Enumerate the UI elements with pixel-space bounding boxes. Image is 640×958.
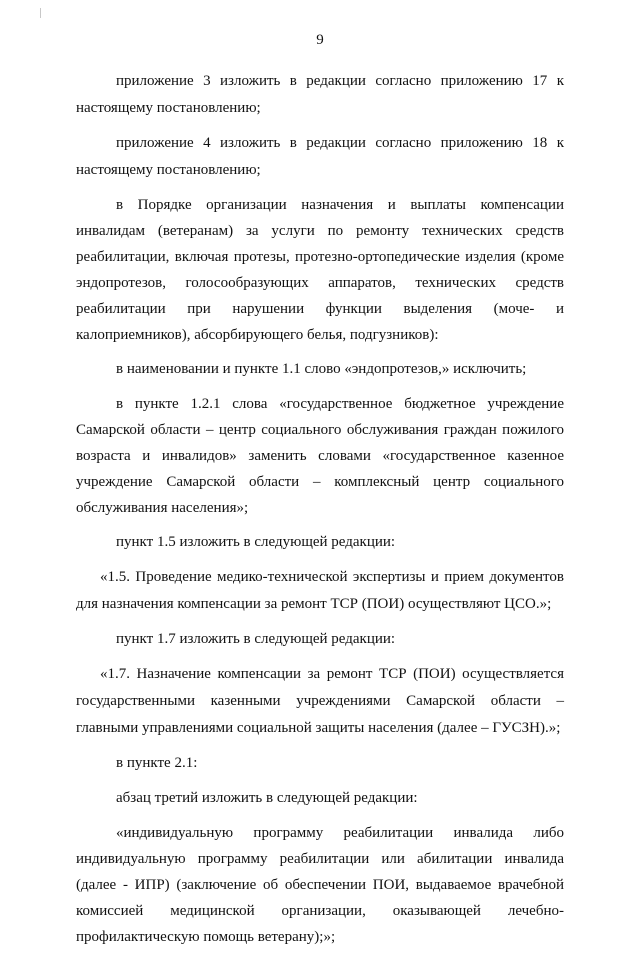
paragraph-procedure-intro: в Порядке организации назначения и выплаты компенсации инвалидам (ветеранам) за услуги по ремонту технических средств реабилитации, включая протезы, протезно-ортопедические изделия (кроме эндопротезов, голосообразующих аппаратов, технических средств реабилитации при нарушении функции выделения (моче- и калоприемников), абсорбирующего белья, подгузников): bbox=[76, 197, 564, 343]
paragraph-item-1-7-text: «1.7. Назначение компенсации за ремонт ТСР (ПОИ) осуществляется государственными казенными учреждениями Самарской области – главными управлениями социальной защиты населения (далее – ГУСЗН).»; bbox=[76, 666, 564, 736]
paragraph-item-1-2-1: в пункте 1.2.1 слова «государственное бюджетное учреждение Самарской области – центр социального обслуживания граждан пожилого возраста и инвалидов» заменить словами «государственное казенное учреждение Самарской области – комплексный центр социального обслуживания населения»; bbox=[76, 396, 564, 516]
paragraph-item-1-7-intro: пункт 1.7 изложить в следующей редакции: bbox=[116, 631, 396, 647]
paragraph-appendix-3: приложение 3 изложить в редакции согласно приложению 17 к настоящему постановлению; bbox=[76, 73, 564, 116]
paragraph-item-1-1: в наименовании и пункте 1.1 слово «эндопротезов,» исключить; bbox=[116, 361, 527, 377]
page-number: 9 bbox=[316, 32, 324, 48]
paragraph-item-1-5-intro: пункт 1.5 изложить в следующей редакции: bbox=[116, 534, 396, 550]
paragraph-appendix-4: приложение 4 изложить в редакции согласно приложению 18 к настоящему постановлению; bbox=[76, 135, 564, 178]
document-body bbox=[76, 68, 564, 958]
paragraph-item-1-5-text: «1.5. Проведение медико-технической экспертизы и прием документов для назначения компенсации за ремонт ТСР (ПОИ) осуществляют ЦСО.»; bbox=[76, 569, 564, 612]
paragraph-third-subparagraph: абзац третий изложить в следующей редакции: bbox=[116, 790, 418, 806]
paragraph-ipr-text: «индивидуальную программу реабилитации инвалида либо индивидуальную программу реабилитации или абилитации инвалида (далее - ИПР) (заключение об обеспечении ПОИ, выдаваемое врачебной комиссией медицинской организации, оказывающей лечебно-профилактическую помощь ветерану);»; bbox=[76, 825, 564, 945]
scan-margin-mark bbox=[40, 8, 41, 18]
paragraph-item-2-1: в пункте 2.1: bbox=[116, 755, 198, 771]
